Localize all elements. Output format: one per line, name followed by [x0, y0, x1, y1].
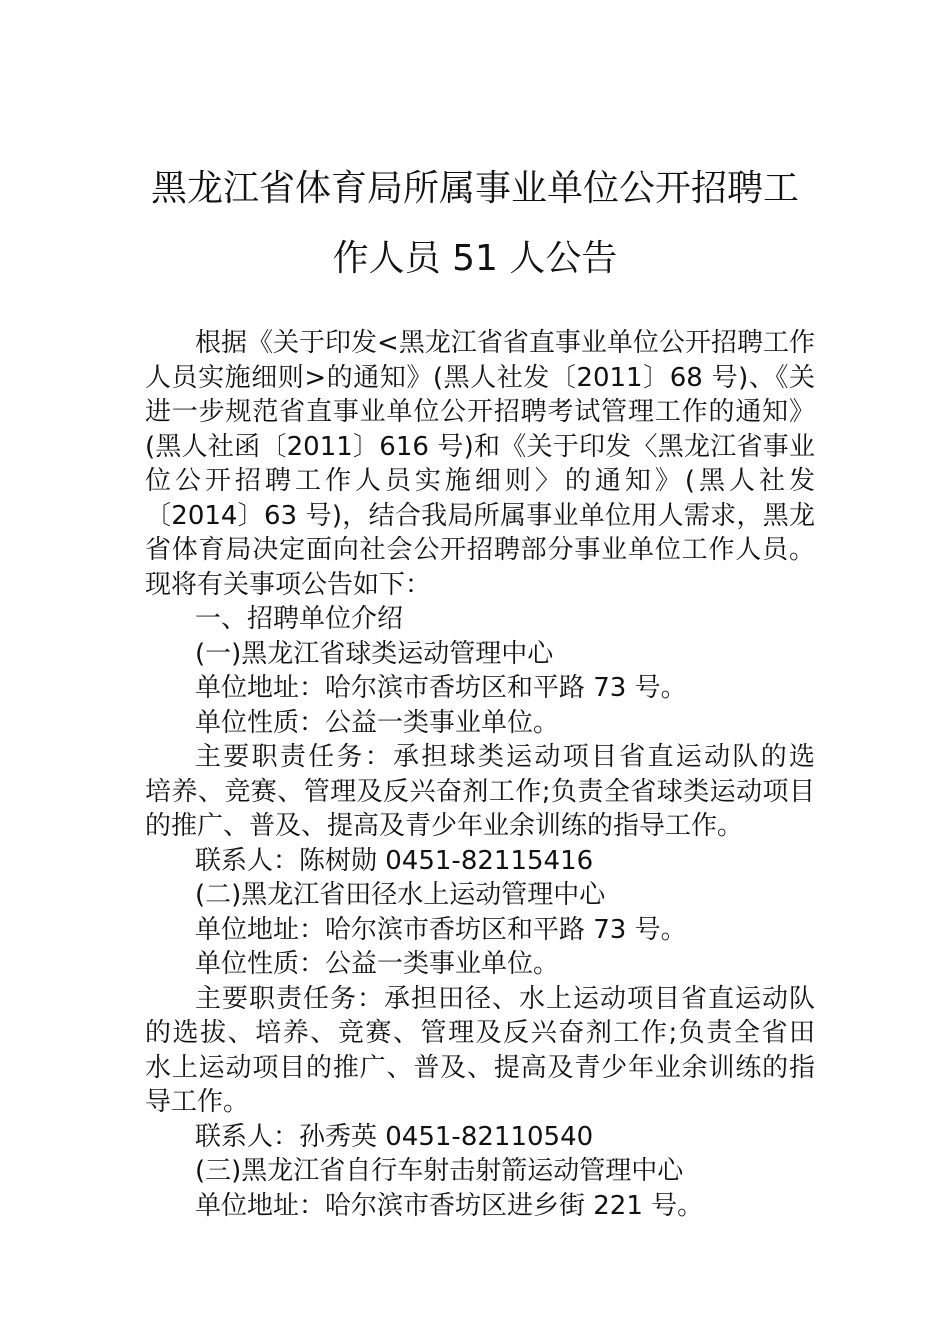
- document-title-line-1: 黑龙江省体育局所属事业单位公开招聘工: [150, 168, 799, 209]
- unit-nature: 单位性质：公益一类事业单位。: [195, 949, 560, 979]
- unit-heading: (三)黑龙江省自行车射击射箭运动管理中心: [195, 1156, 684, 1186]
- unit-contact: 联系人：孙秀英 0451-82110540: [195, 1121, 594, 1152]
- unit-address: 单位地址：哈尔滨市香坊区和平路 73 号。: [195, 673, 687, 703]
- unit-address: 单位地址：哈尔滨市香坊区和平路 73 号。: [195, 914, 687, 945]
- section-heading: 一、招聘单位介绍: [195, 604, 404, 634]
- unit-duties: 的选拔、培养、竞赛、管理及反兴奋剂工作;负责全省田: [145, 1018, 815, 1048]
- unit-duties: 的推广、普及、提高及青少年业余训练的指导工作。: [145, 811, 744, 841]
- unit-heading: (一)黑龙江省球类运动管理中心: [195, 638, 554, 669]
- body-line: 位公开招聘工作人员实施细则〉的通知》(黑人社发: [145, 466, 815, 496]
- body-line: 根据《关于印发<黑龙江省省直事业单位公开招聘工作: [195, 328, 815, 358]
- unit-duties: 水上运动项目的推广、普及、提高及青少年业余训练的指: [145, 1052, 815, 1083]
- unit-duties: 主要职责任务：承担田径、水上运动项目省直运动队: [195, 983, 815, 1014]
- unit-address: 单位地址：哈尔滨市香坊区进乡街 221 号。: [195, 1190, 704, 1221]
- unit-contact: 联系人：陈树勋 0451-82115416: [195, 845, 594, 876]
- body-line: 现将有关事项公告如下：: [145, 569, 432, 600]
- document-body: [145, 326, 815, 1223]
- body-line: 人员实施细则>的通知》(黑人社发〔2011〕68 号)、《关: [145, 362, 815, 393]
- body-line: 省体育局决定面向社会公开招聘部分事业单位工作人员。: [145, 535, 815, 565]
- unit-heading: (二)黑龙江省田径水上运动管理中心: [195, 880, 606, 910]
- unit-duties: 导工作。: [145, 1087, 250, 1117]
- body-line: 进一步规范省直事业单位公开招聘考试管理工作的通知》: [145, 397, 815, 427]
- body-line: (黑人社函〔2011〕616 号)和《关于印发〈黑龙江省事业: [145, 431, 815, 462]
- unit-duties: 主要职责任务：承担球类运动项目省直运动队的选: [195, 742, 815, 772]
- body-line: 〔2014〕63 号)，结合我局所属事业单位用人需求，黑龙: [145, 500, 815, 531]
- unit-nature: 单位性质：公益一类事业单位。: [195, 707, 560, 738]
- unit-duties: 培养、竞赛、管理及反兴奋剂工作;负责全省球类运动项目: [145, 776, 815, 807]
- document-title-line-2: 作人员 51 人公告: [332, 238, 618, 279]
